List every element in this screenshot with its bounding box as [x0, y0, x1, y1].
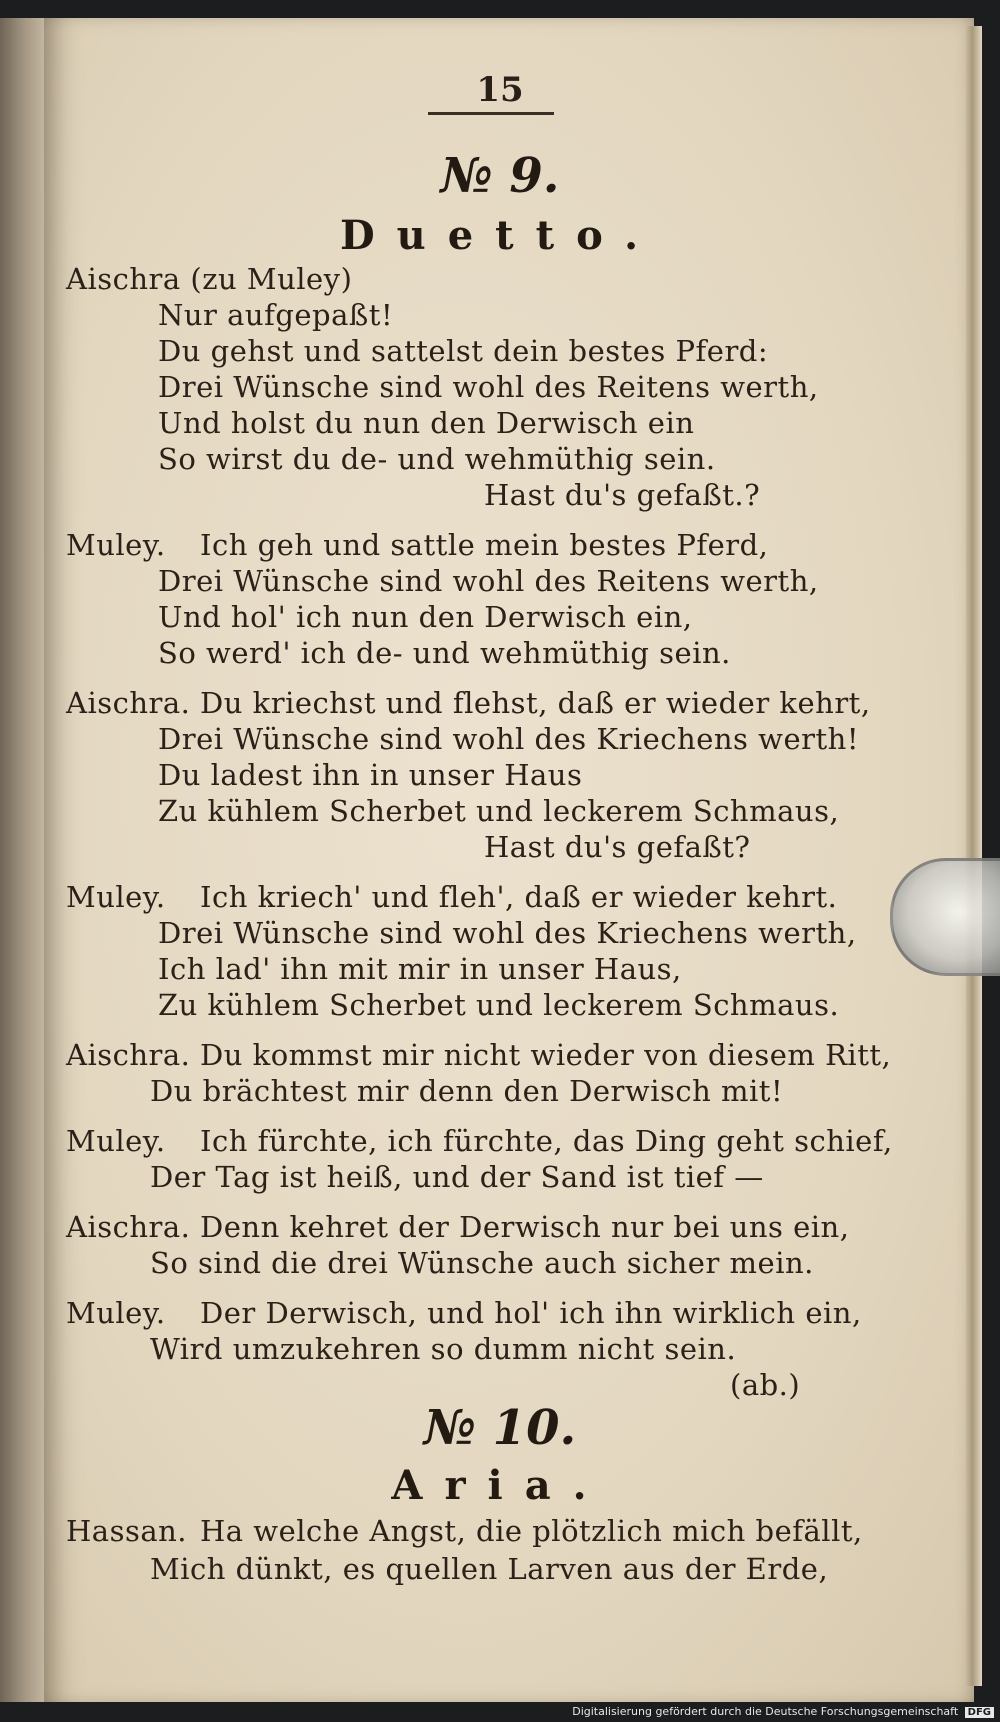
- verse-line: Ich fürchte, ich fürchte, das Ding geht schief,: [200, 1124, 893, 1158]
- verse-line: Ich geh und sattle mein bestes Pferd,: [200, 528, 769, 562]
- speaker-name: Muley.: [66, 528, 166, 562]
- digitization-credit-text: Digitalisierung gefördert durch die Deutsche Forschungsgemeinschaft: [572, 1705, 959, 1718]
- stage-direction: (ab.): [730, 1368, 801, 1402]
- section-number-9: № 9.: [440, 148, 560, 204]
- verse-line: So sind die drei Wünsche auch sicher mein.: [150, 1246, 814, 1280]
- verse-line: So wirst du de- und wehmüthig sein.: [158, 442, 716, 476]
- verse-line: Drei Wünsche sind wohl des Kriechens werth!: [158, 722, 859, 756]
- page-number: 15: [476, 70, 524, 110]
- verse-line: Zu kühlem Scherbet und leckerem Schmaus.: [158, 988, 840, 1022]
- verse-line: Du gehst und sattelst dein bestes Pferd:: [158, 334, 769, 368]
- speaker-name: Aischra.: [66, 1210, 191, 1244]
- bookmark-clip: [890, 858, 1000, 976]
- verse-line: Drei Wünsche sind wohl des Reitens werth,: [158, 370, 819, 404]
- verse-line: Ich kriech' und fleh', daß er wieder kehrt.: [200, 880, 838, 914]
- stage-direction: Aischra (zu Muley): [66, 262, 353, 296]
- verse-line: Ha welche Angst, die plötzlich mich befällt,: [200, 1514, 863, 1548]
- verse-line: Du brächtest mir denn den Derwisch mit!: [150, 1074, 784, 1108]
- speaker-name: Aischra.: [66, 1038, 191, 1072]
- verse-line: So werd' ich de- und wehmüthig sein.: [158, 636, 731, 670]
- speaker-name: Hassan.: [66, 1514, 188, 1548]
- speaker-name: Muley.: [66, 1296, 166, 1330]
- verse-line: Du ladest ihn in unser Haus: [158, 758, 583, 792]
- section-title-aria: Aria.: [391, 1462, 609, 1509]
- verse-line: Drei Wünsche sind wohl des Reitens werth,: [158, 564, 819, 598]
- dfg-logo: DFG: [965, 1707, 994, 1718]
- speaker-name: Aischra.: [66, 686, 191, 720]
- verse-line: Denn kehret der Derwisch nur bei uns ein,: [200, 1210, 850, 1244]
- verse-line: Und hol' ich nun den Derwisch ein,: [158, 600, 693, 634]
- verse-line: Du kommst mir nicht wieder von diesem Ritt,: [200, 1038, 892, 1072]
- section-title-duetto: Duetto.: [339, 212, 661, 259]
- verse-line: Hast du's gefaßt?: [484, 830, 751, 864]
- verse-line: Du kriechst und flehst, daß er wieder kehrt,: [200, 686, 871, 720]
- speaker-name: Muley.: [66, 1124, 166, 1158]
- verse-line: Drei Wünsche sind wohl des Kriechens werth,: [158, 916, 857, 950]
- verse-line: Der Tag ist heiß, und der Sand ist tief —: [150, 1160, 764, 1194]
- verse-line: Ich lad' ihn mit mir in unser Haus,: [158, 952, 682, 986]
- verse-line: Mich dünkt, es quellen Larven aus der Erde,: [150, 1552, 829, 1586]
- digitization-credit: [572, 1705, 994, 1718]
- verse-line: Hast du's gefaßt.?: [484, 478, 761, 512]
- verse-line: Zu kühlem Scherbet und leckerem Schmaus,: [158, 794, 840, 828]
- section-number-10: № 10.: [423, 1400, 577, 1456]
- verse-line: Der Derwisch, und hol' ich ihn wirklich ein,: [200, 1296, 862, 1330]
- page-number-rule: [428, 112, 554, 115]
- verse-line: Und holst du nun den Derwisch ein: [158, 406, 695, 440]
- verse-line: Nur aufgepaßt!: [158, 298, 394, 332]
- speaker-name: Muley.: [66, 880, 166, 914]
- verse-line: Wird umzukehren so dumm nicht sein.: [150, 1332, 737, 1366]
